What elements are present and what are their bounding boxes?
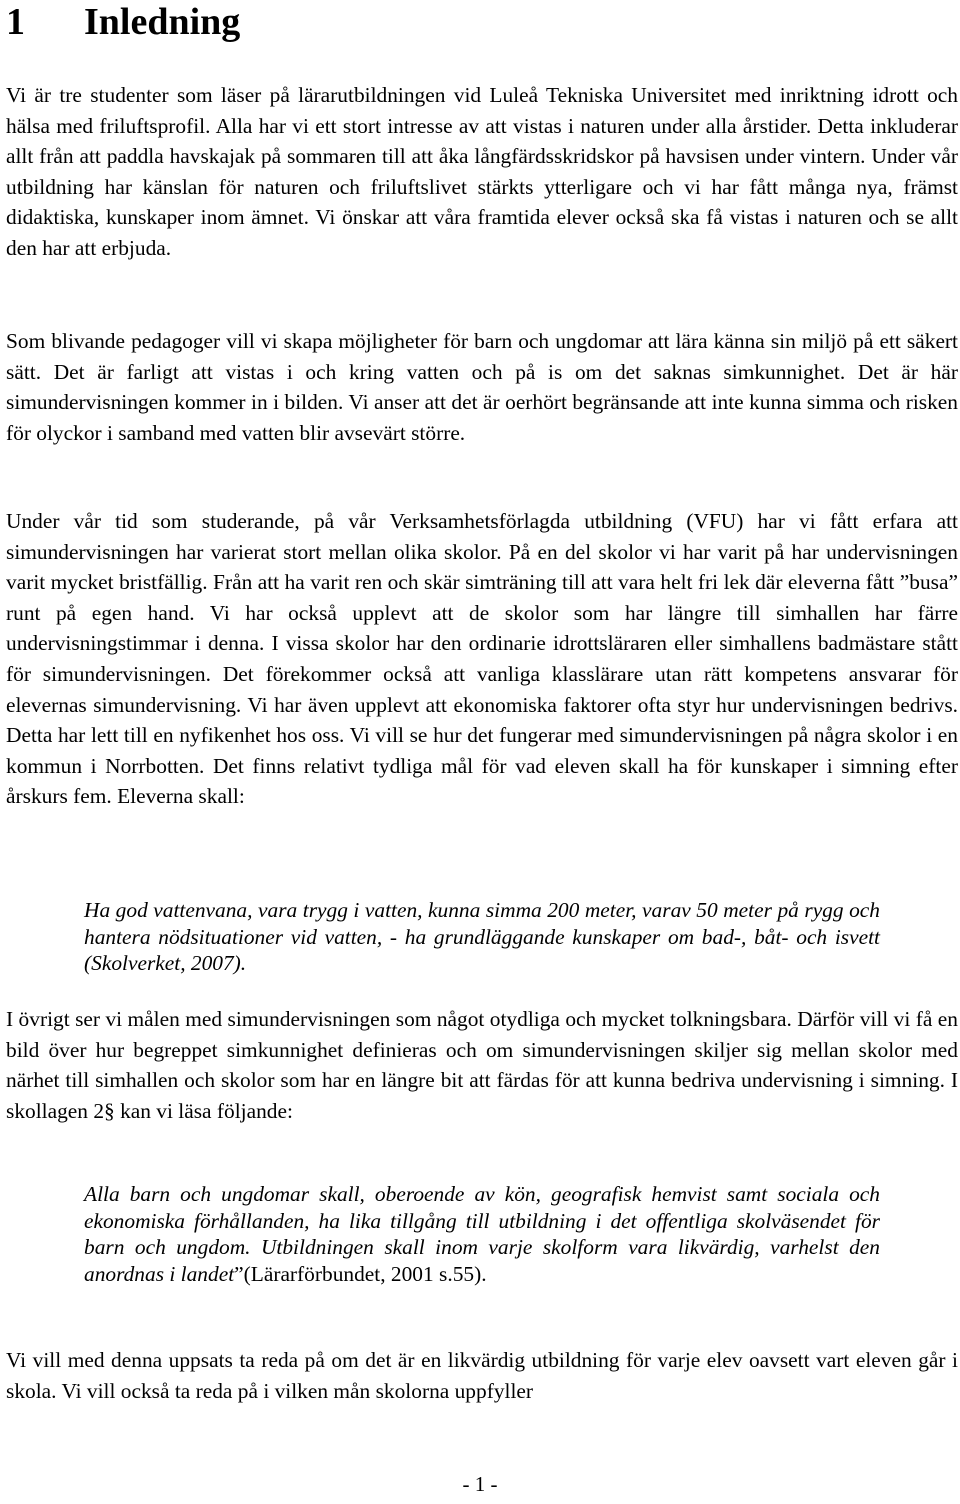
- paragraph-goals-interpretation: I övrigt ser vi målen med simundervisningen som något otydliga och mycket tolkningsbara. Därför vill vi få en bild över hur begreppet simkunnighet definieras och om simundervisningen skiljer sig mellan skolor med närhet till simhallen och skolor som har en längre bit att färdas för att kunna bedriva undervisning i simning. I skollagen 2§ kan vi läsa följande:: [6, 1007, 958, 1123]
- quote-curriculum-goals: Ha god vattenvana, vara trygg i vatten, kunna simma 200 meter, varav 50 meter på rygg och hantera nödsituationer vid vatten, - ha grundläggande kunskaper om bad-, båt- och isvett (Skolverket, 2007).: [84, 898, 880, 975]
- page-number: - 1 -: [462, 1472, 498, 1496]
- paragraph-intro: Vi är tre studenter som läser på lärarutbildningen vid Luleå Tekniska Universitet med inriktning idrott och hälsa med friluftsprofil. Alla har vi ett stort intresse av att vistas i naturen under alla årstider. Detta inkluderar allt från att paddla havskajak på sommaren till att åka långfärdsskridskor på havsisen under vintern. Under vår utbildning har känslan för naturen och friluftslivet stärkts ytterligare och vi har fått många nya, främst didaktiska, kunskaper inom ämnet. Vi önskar att våra framtida elever också ska få vistas i naturen och se allt den har att erbjuda.: [6, 83, 958, 260]
- section-heading: [6, 0, 240, 44]
- quote-school-law-text: Alla barn och ungdomar skall, oberoende av kön, geografisk hemvist samt sociala och ekonomiska förhållanden, ha lika tillgång till utbildning i det offentliga skolväsendet för barn och ungdom. Utbildningen skall inom varje skolform vara likvärdig, varhelst den anordnas i landet: [84, 1182, 880, 1286]
- paragraph-vfu: Under vår tid som studerande, på vår Verksamhetsförlagda utbildning (VFU) har vi fått erfara att simundervisningen har varierat stort mellan olika skolor. På en del skolor vi har varit på har undervisningen varit mycket bristfällig. Från att ha varit ren och skär simträning till att vara helt fri lek där eleverna fått ”busa” runt på egen hand. Vi har också upplevt att de skolor som har längre till simhallen har färre undervisningstimmar i denna. I vissa skolor har den ordinarie idrottsläraren eller simhallens badmästare stått för simundervisningen. Det förekommer också att vanliga klasslärare utan rätt kompetens ansvarar för elevernas simundervisning. Vi har även upplevt att ekonomiska faktorer ofta styr hur undervisningen bedrivs. Detta har lett till en nyfikenhet hos oss. Vi vill se hur det fungerar med simundervisningen på några skolor i en kommun i Norrbotten. Det finns relativt tydliga mål för vad eleven skall ha för kunskaper i simning efter årskurs fem. Eleverna skall:: [6, 509, 958, 809]
- section-number: 1: [6, 1, 25, 43]
- paragraph-purpose: Vi vill med denna uppsats ta reda på om det är en likvärdig utbildning för varje elev oavsett vart eleven går i skola. Vi vill också ta reda på i vilken mån skolorna uppfyller: [6, 1348, 958, 1403]
- quote-school-law-citation: ”(Lärarförbundet, 2001 s.55).: [234, 1261, 487, 1286]
- quote-school-law: [84, 1181, 880, 1287]
- section-title: Inledning: [84, 1, 241, 43]
- paragraph-pedagogues: Som blivande pedagoger vill vi skapa möjligheter för barn och ungdomar att lära känna sin miljö på ett säkert sätt. Det är farligt att vistas i och kring vatten och på is om det saknas simkunnighet. Det är här simundervisningen kommer in i bilden. Vi anser att det är oerhört begränsande att inte kunna simma och risken för olyckor i samband med vatten blir avsevärt större.: [6, 329, 958, 445]
